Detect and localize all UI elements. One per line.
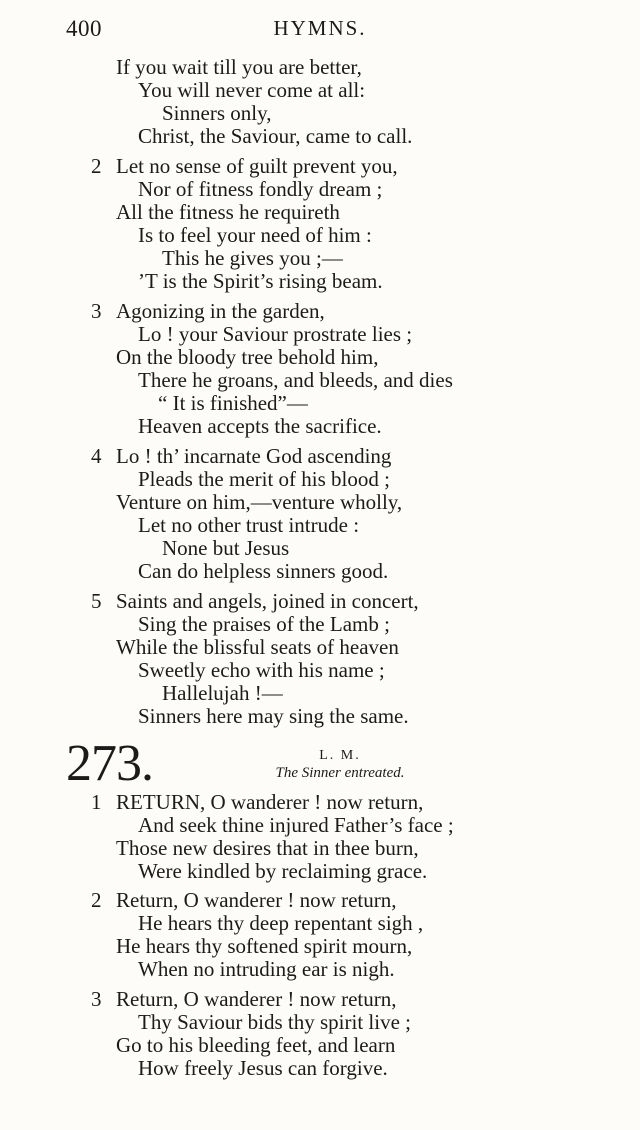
verse-line: Sinners here may sing the same. bbox=[138, 704, 409, 728]
verse-line: This he gives you ;— bbox=[162, 246, 343, 270]
verse-line: Is to feel your need of him : bbox=[138, 223, 372, 247]
stanza-number: 2 bbox=[91, 154, 102, 178]
verse-line: He hears thy softened spirit mourn, bbox=[116, 934, 413, 958]
verse-line: Sing the praises of the Lamb ; bbox=[138, 612, 390, 636]
running-head: HYMNS. bbox=[273, 16, 367, 40]
verse-line: When no intruding ear is nigh. bbox=[138, 957, 395, 981]
verse-line: And seek thine injured Father’s face ; bbox=[138, 813, 454, 837]
verse-line: Return, O wanderer ! now return, bbox=[116, 987, 397, 1011]
verse-line: Sweetly echo with his name ; bbox=[138, 658, 385, 682]
verse-line: None but Jesus bbox=[162, 536, 290, 560]
verse-line: While the blissful seats of heaven bbox=[116, 635, 399, 659]
verse-line: “ It is finished”— bbox=[158, 391, 308, 415]
verse-line: On the bloody tree behold him, bbox=[116, 345, 379, 369]
verse-line: Venture on him,—venture wholly, bbox=[116, 490, 403, 514]
verse-line: Let no sense of guilt prevent you, bbox=[116, 154, 398, 178]
verse-line: Nor of fitness fondly dream ; bbox=[138, 177, 383, 201]
stanza-number: 3 bbox=[91, 987, 102, 1011]
verse-line: Sinners only, bbox=[162, 101, 272, 125]
verse-line: He hears thy deep repentant sigh , bbox=[138, 911, 424, 935]
verse-line: If you wait till you are better, bbox=[116, 55, 362, 79]
verse-line: ’T is the Spirit’s rising beam. bbox=[138, 269, 383, 293]
hymn-number: 273. bbox=[66, 735, 153, 792]
verse-line: Let no other trust intrude : bbox=[138, 513, 360, 537]
page-number: 400 bbox=[66, 16, 102, 41]
verse-line: Return, O wanderer ! now return, bbox=[116, 888, 397, 912]
verse-line: There he groans, and bleeds, and dies bbox=[138, 368, 453, 392]
verse-line: Were kindled by reclaiming grace. bbox=[138, 859, 428, 883]
verse-line: Pleads the merit of his blood ; bbox=[138, 467, 390, 491]
verse-line: You will never come at all: bbox=[138, 78, 366, 102]
verse-line: Agonizing in the garden, bbox=[116, 299, 325, 323]
stanza-number: 4 bbox=[91, 444, 102, 468]
hymn-subtitle: The Sinner entreated. bbox=[275, 765, 405, 781]
stanza-number: 2 bbox=[91, 888, 102, 912]
verse-line: Lo ! your Saviour prostrate lies ; bbox=[138, 322, 413, 346]
stanza-number: 5 bbox=[91, 589, 102, 613]
verse-line: Can do helpless sinners good. bbox=[138, 559, 389, 583]
hymn-meter: L. M. bbox=[319, 748, 361, 763]
stanza-number: 3 bbox=[91, 299, 102, 323]
verse-line: Heaven accepts the sacrifice. bbox=[138, 414, 382, 438]
verse-line: Thy Saviour bids thy spirit live ; bbox=[138, 1010, 411, 1034]
verse-line: Christ, the Saviour, came to call. bbox=[138, 124, 413, 148]
stanza-number: 1 bbox=[91, 790, 102, 814]
verse-line: All the fitness he requireth bbox=[116, 200, 340, 224]
verse-line: Go to his bleeding feet, and learn bbox=[116, 1033, 396, 1057]
verse-line: Hallelujah !— bbox=[162, 681, 283, 705]
verse-line: Those new desires that in thee burn, bbox=[116, 836, 419, 860]
verse-line: How freely Jesus can forgive. bbox=[138, 1056, 388, 1080]
verse-line: Lo ! th’ incarnate God ascending bbox=[116, 444, 392, 468]
verse-line: Saints and angels, joined in concert, bbox=[116, 589, 419, 613]
page-header bbox=[0, 12, 640, 46]
verse-line: RETURN, O wanderer ! now return, bbox=[116, 790, 424, 814]
